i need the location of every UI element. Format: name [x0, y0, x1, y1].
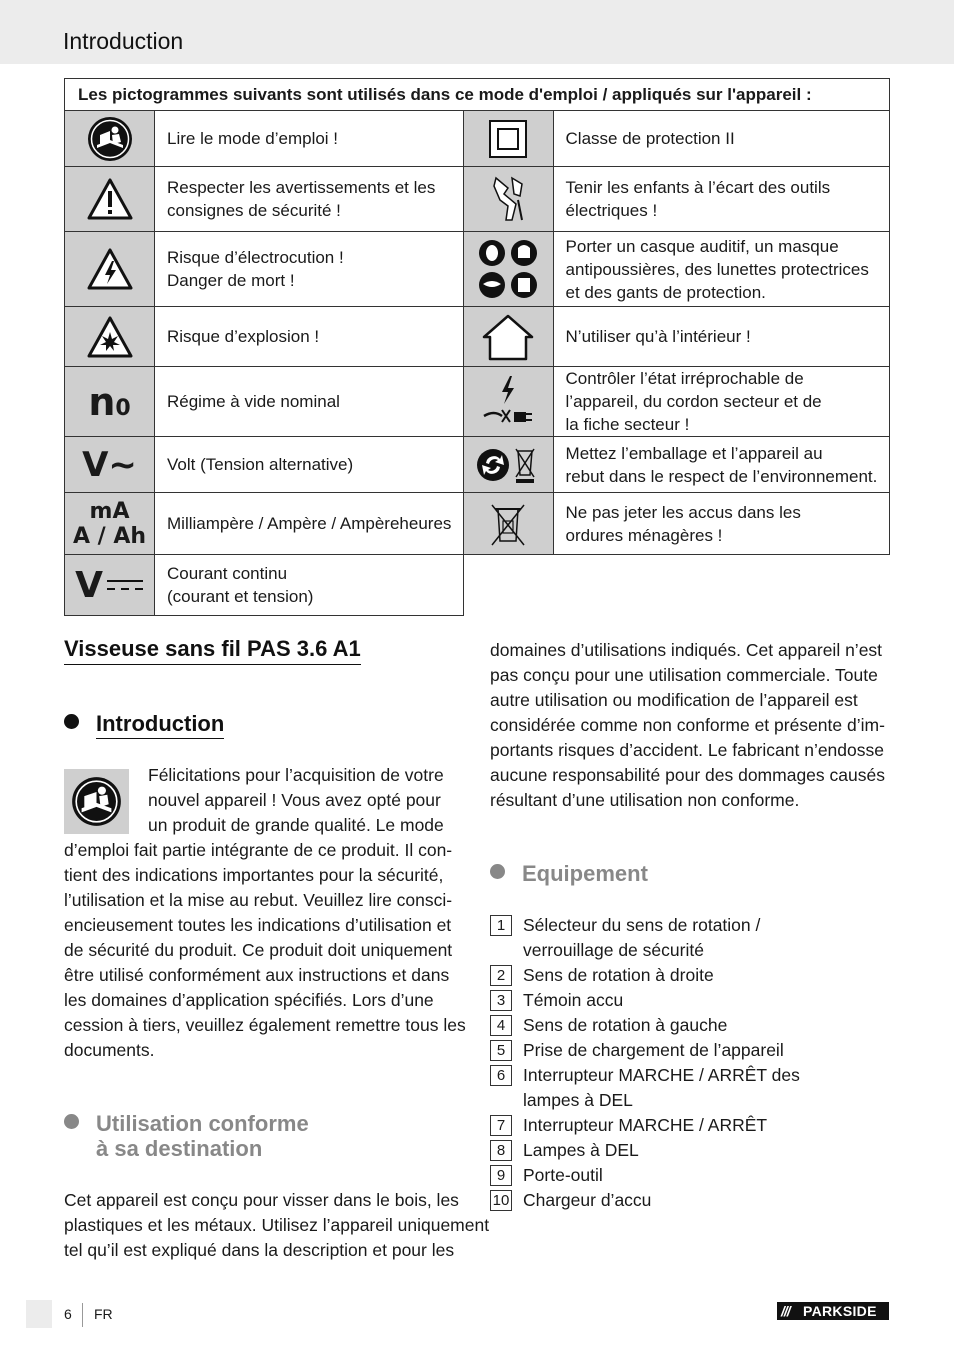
- table-cell-text: Lire le mode d’emploi !: [155, 111, 464, 167]
- milliampere-symbol: mA A / Ah: [65, 493, 155, 555]
- usage-paragraph-left: Cet appareil est conçu pour visser dans le bois, les plastiques et les métaux. Utilisez l’appareil uniquement tel qu’il est expliqué dans la description et pour les: [64, 1190, 490, 1260]
- indoor-use-icon: [463, 307, 553, 367]
- usage-paragraph-right: domaines d’utilisations indiqués. Cet appareil n’est pas conçu pour une utilisation commerciale. Toute autre utilisation ou modification de l’appareil est considérée comme non conforme et présente d’im- portants risques d’accident. Le fabricant n’endosse aucune responsabilité pour des dommages causés résultant d’une utilisation non conforme.: [490, 640, 885, 810]
- table-cell-text: Risque d’explosion !: [155, 307, 464, 367]
- read-manual-icon: [65, 111, 155, 167]
- table-cell-text: Classe de protection II: [553, 111, 889, 167]
- list-item: 2 Sens de rotation à droite: [490, 963, 910, 988]
- list-item: 10 Chargeur d’accu: [490, 1188, 910, 1213]
- pictogram-table: [64, 78, 890, 616]
- table-row: [65, 111, 890, 167]
- table-cell-text: Risque d’électrocution ! Danger de mort !: [155, 232, 464, 307]
- intro-heading: Introduction: [64, 711, 224, 737]
- list-item: 8 Lampes à DEL: [490, 1138, 910, 1163]
- check-cord-icon: [463, 367, 553, 437]
- table-row: [65, 367, 890, 437]
- bullet-icon: [490, 864, 505, 879]
- intro-paragraph: d’emploi fait partie intégrante de ce produit. Il con- tient des indications importantes pour la sécurité, l’utilisation et la mise au rebut. Veuillez lire consci- encieusement toutes les indications d’utilisation et de sécurité du produit. Ce produit doit uniquement être utilisé conformément aux instructions et dans les domaines d’application spécifiés. Lors d’une cession à tiers, veuillez également remettre tous les documents.: [64, 840, 466, 1060]
- list-item: 1 Sélecteur du sens de rotation / verrouillage de sécurité: [490, 913, 910, 963]
- language-code: FR: [94, 1306, 113, 1322]
- read-manual-icon: [64, 769, 129, 834]
- table-heading-row: [65, 79, 890, 111]
- footer-marker: [26, 1300, 52, 1328]
- list-item: 3 Témoin accu: [490, 988, 910, 1013]
- table-cell-text: Respecter les avertissements et les consignes de sécurité !: [155, 167, 464, 232]
- warning-triangle-icon: [65, 167, 155, 232]
- equipment-heading: Equipement: [490, 861, 648, 887]
- page-header: [0, 0, 954, 64]
- parkside-logo: /// PARKSIDE: [777, 1302, 889, 1320]
- table-row: [65, 167, 890, 232]
- table-cell-text: Mettez l’emballage et l’appareil au rebut dans le respect de l’environnement.: [553, 437, 889, 493]
- table-row: [65, 555, 890, 616]
- footer-divider: [82, 1303, 83, 1327]
- table-cell-text: Contrôler l’état irréprochable de l’appareil, du cordon secteur et de la fiche secteur !: [553, 367, 889, 437]
- recycle-icon: [463, 437, 553, 493]
- protective-equipment-icon: [463, 232, 553, 307]
- product-title: Visseuse sans fil PAS 3.6 A1: [64, 636, 361, 665]
- page-number: 6: [64, 1306, 72, 1322]
- equipment-list: [490, 913, 910, 1213]
- table-row: [65, 493, 890, 555]
- list-item: 5 Prise de chargement de l’appareil: [490, 1038, 910, 1063]
- electrocution-icon: [65, 232, 155, 307]
- list-item: 4 Sens de rotation à gauche: [490, 1013, 910, 1038]
- keep-children-away-icon: [463, 167, 553, 232]
- table-cell-text: Ne pas jeter les accus dans les ordures ménagères !: [553, 493, 889, 555]
- explosion-icon: [65, 307, 155, 367]
- table-cell-text: Milliampère / Ampère / Ampèreheures: [155, 493, 464, 555]
- list-item: 6 Interrupteur MARCHE / ARRÊT des lampes à DEL: [490, 1063, 910, 1113]
- table-cell-text: Volt (Tension alternative): [155, 437, 464, 493]
- list-item: 9 Porte-outil: [490, 1163, 910, 1188]
- table-cell-text: Courant continu (courant et tension): [155, 555, 464, 616]
- table-row: [65, 307, 890, 367]
- no-household-waste-icon: [463, 493, 553, 555]
- rated-speed-symbol: n0: [65, 367, 155, 437]
- bullet-icon: [64, 714, 79, 729]
- list-item: 7 Interrupteur MARCHE / ARRÊT: [490, 1113, 910, 1138]
- intro-paragraph-top: Félicitations pour l’acquisition de votre nouvel appareil ! Vous avez opté pour un produit de grande qualité. Le mode: [148, 765, 444, 835]
- page-title: Introduction: [63, 28, 184, 54]
- protection-class-2-icon: [463, 111, 553, 167]
- usage-heading: Utilisation conforme à sa destination: [64, 1111, 309, 1161]
- volt-dc-symbol: V: [65, 555, 155, 616]
- bullet-icon: [64, 1114, 79, 1129]
- table-cell-text: Tenir les enfants à l’écart des outils électriques !: [553, 167, 889, 232]
- table-heading: Les pictogrammes suivants sont utilisés dans ce mode d'emploi / appliqués sur l'appareil :: [65, 79, 890, 111]
- table-row: [65, 437, 890, 493]
- table-cell-text: N’utiliser qu’à l’intérieur !: [553, 307, 889, 367]
- table-cell-text: Régime à vide nominal: [155, 367, 464, 437]
- table-cell-text: Porter un casque auditif, un masque antipoussières, des lunettes protectrices et des gants de protection.: [553, 232, 889, 307]
- volt-ac-symbol: V~: [65, 437, 155, 493]
- table-row: [65, 232, 890, 307]
